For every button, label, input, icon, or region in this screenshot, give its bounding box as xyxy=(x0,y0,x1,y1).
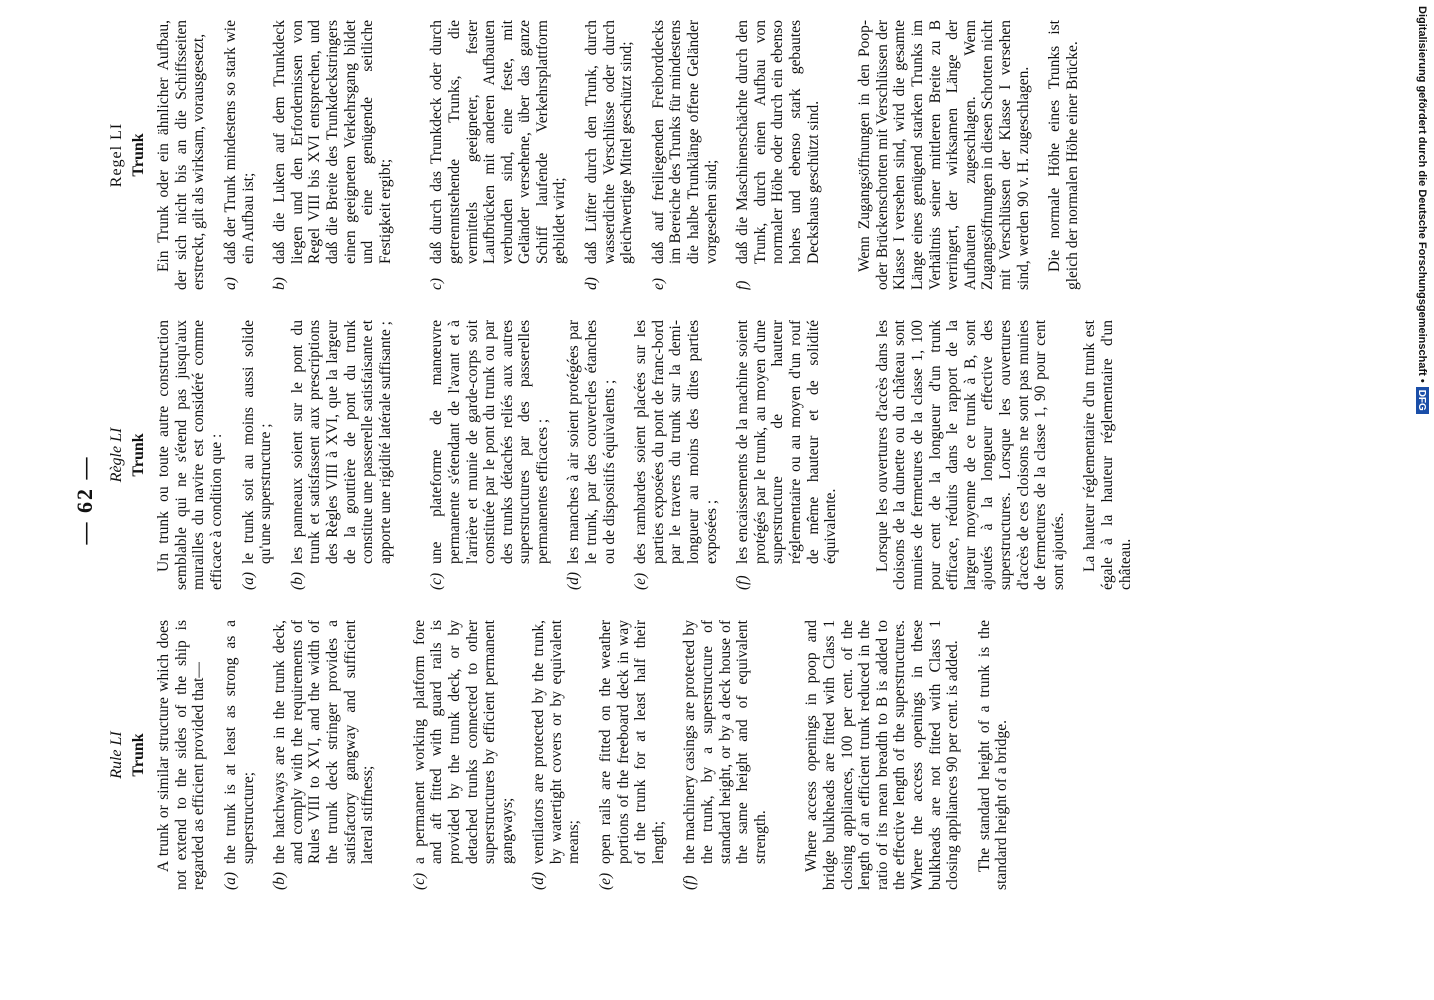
page-number: — 62 — xyxy=(72,455,97,545)
german-column xyxy=(108,20,1095,290)
closing-paragraph-en: Where access openings in poop and bridge bulkheads are fitted with Class 1 closing appliances, 100 per cent. of the length of an efficient trunk reduced in the ratio of its mean breadth to B is added to the effective length of the superstructures. Where the access openings in these bulkheads are not fitted with Class 1 closing appliances 90 per cent. is added. xyxy=(803,620,962,890)
intro-en: A trunk or similar structure which does not extend to the sides of the ship is regarded as efficient provided that— xyxy=(155,620,208,890)
item-en-d: (d) ventilators are protected by the trunk, by watertight covers or by equivalent means; xyxy=(530,620,583,890)
item-de-e: e) daß auf freiliegenden Freiborddecks im Bereiche des Trunks für mindestens die halbe Trunklänge offene Geländer vorgesehen sind; xyxy=(649,20,720,290)
item-fr-b: (b) les panneaux soient sur le pont du trunk et satisfassent aux prescriptions des Règles VIII à XVI, que la largeur de la gouttière de pont du trunk constitue une passerelle satisfaisante et apporte une rigidité latérale suffisante ; xyxy=(288,320,394,590)
rule-title-en: Rule LI xyxy=(108,731,125,779)
item-de-b: b) daß die Luken auf dem Trunkdeck liegen und den Erfordernissen von Regel VIII bis XVI entsprechen, und daß die Breite des Trunkdeckstringers einen geeigneten Verkehrsgang bildet und eine genügende seitliche Festigkeit ergibt; xyxy=(271,20,394,290)
standard-height-fr: La hauteur réglementaire d'un trunk est égale à la hauteur réglementaire d'un château. xyxy=(1081,320,1134,590)
item-en-e: (e) open rails are fitted on the weather portions of the freeboard deck in way of the trunk for at least half their length; xyxy=(597,620,667,890)
digitization-note xyxy=(1416,6,1434,991)
item-de-f: f) daß die Maschinenschächte durch den Trunk, durch einen Aufbau von normaler Höhe oder durch ein ebenso hohes und ebenso stark gebautes Deckshaus geschützt sind. xyxy=(734,20,822,290)
english-column xyxy=(108,620,1025,890)
intro-de: Ein Trunk oder ein ähnlicher Aufbau, der sich nicht bis an die Schiffsseiten erstreckt, gilt als wirksam, vorausgesetzt, xyxy=(155,20,208,290)
rotated-page xyxy=(0,10,1400,990)
item-de-a: a) daß der Trunk mindestens so stark wie ein Aufbau ist; xyxy=(221,20,257,290)
rule-title-fr: Règle LI xyxy=(108,427,125,483)
closing-paragraph-de: Wenn Zugangsöffnungen in den Poop- oder Brückenschotten mit Verschlüssen der Klasse I versehen sind, wird die gesamte Länge eines genügend starken Trunks im Verhältnis seiner mittleren Breite zu B verringert, der wirksamen Länge der Aufbauten zugeschlagen. Wenn Zugangsöffnungen in diesen Schotten nicht mit Verschlüssen der Klasse I versehen sind, werden 90 v. H. zugeschlagen. xyxy=(856,20,1032,290)
item-en-c: (c) a permanent working platform fore and aft fitted with guard rails is provided by the trunk deck, or by detached trunks connected to other superstructures by efficient permanent gangways; xyxy=(410,620,516,890)
item-fr-d: (d) les manches à air soient protégées par le trunk, par des couvercles étanches ou de dispositifs équivalents ; xyxy=(565,320,618,590)
standard-height-en: The standard height of a trunk is the standard height of a bridge. xyxy=(975,620,1011,890)
item-de-d: d) daß Lüfter durch den Trunk, durch wasserdichte Verschlüsse oder durch gleichwertige Mittel geschützt sind; xyxy=(583,20,636,290)
standard-height-de: Die normale Höhe eines Trunks ist gleich der normalen Höhe einer Brücke. xyxy=(1046,20,1081,290)
french-column xyxy=(108,320,1148,590)
digitization-text: Digitalisierung gefördert durch die Deutsche Forschungsgemeinschaft • xyxy=(1416,6,1428,383)
item-de-c: c) daß durch das Trunkdeck oder durch getrenntstehende Trunks, die vermittels geeigneter, fester Laufbrücken mit anderen Aufbauten verbunden sind, eine feste, mit Geländer versehene, über das ganze Schiff laufende Verkehrsplattform gebildet wird; xyxy=(428,20,569,290)
rule-title-de: Regel LI xyxy=(108,122,125,188)
dfg-logo: DFG xyxy=(1416,387,1429,414)
intro-fr: Un trunk ou toute autre construction semblable qui ne s'étend pas jusqu'aux murailles du navire est considéré comme efficace à condition que : xyxy=(155,320,225,590)
item-fr-f: (f) les encaissements de la machine soient protégés par le trunk, au moyen d'une superstructure de hauteur réglementaire ou au moyen d'un rouf de même hauteur et de solidité équivalente. xyxy=(734,320,840,590)
item-en-b: (b) the hatchways are in the trunk deck, and comply with the requirements of Rules VIII to XVI, and the width of the trunk deck stringer provides a satisfactory gangway and sufficient lateral stiffness; xyxy=(271,620,377,890)
rule-subtitle-en: Trunk xyxy=(129,733,147,777)
item-en-a: (a) the trunk is at least as strong as a superstructure; xyxy=(221,620,257,890)
item-fr-a: (a) le trunk soit au moins aussi solide qu'une superstructure ; xyxy=(239,320,275,590)
rule-subtitle-fr: Trunk xyxy=(129,433,147,477)
rule-subtitle-de: Trunk xyxy=(129,133,147,177)
item-fr-e: (e) des rambardes soient placées sur les parties exposées du pont de franc-bord par le travers du trunk sur la demi-longueur au moins des dites parties exposées ; xyxy=(632,320,720,590)
item-en-f: (f) the machinery casings are protected by the trunk, by a superstructure of standard height, or by a deck house of the same height and of equivalent strength. xyxy=(681,620,769,890)
closing-paragraph-fr: Lorsque les ouvertures d'accès dans les cloisons de la dunette ou du château sont munies de fermetures de la classe 1, 100 pour cent de la longueur d'un trunk efficace, réduits dans le rapport de la largeur moyenne de ce trunk à B, sont ajoutés à la longueur effective des superstructures. Lorsque les ouvertures d'accès de ces cloisons ne sont pas munies de fermetures de la classe 1, 90 pour cent sont ajoutés. xyxy=(873,320,1067,590)
item-fr-c: (c) une plateforme de manœuvre permanente s'étendant de l'avant et à l'arrière et munie de garde-corps soit constituée par le pont du trunk ou par des trunks détachés reliés aux autres superstructures par des passerelles permanentes efficaces ; xyxy=(428,320,551,590)
